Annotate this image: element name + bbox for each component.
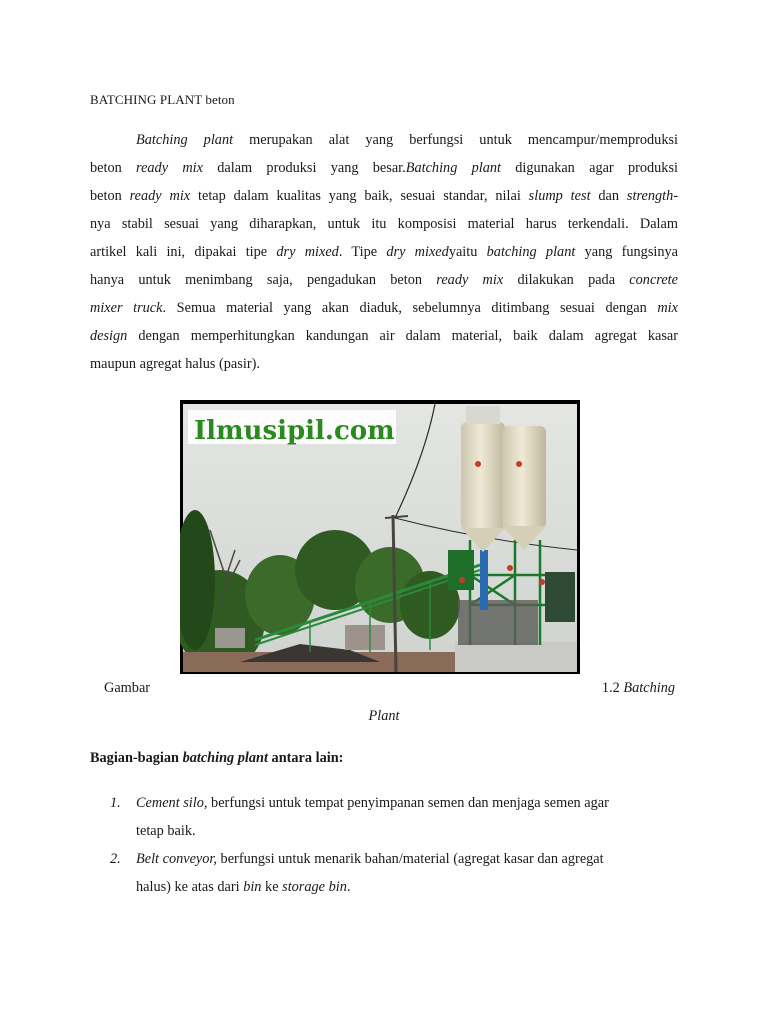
paragraph-line	[90, 238, 678, 266]
paragraph-line	[90, 322, 678, 350]
paragraph-line	[90, 182, 678, 210]
paragraph-line-8-run-0: maupun agregat halus (pasir).	[90, 356, 260, 372]
paragraph-line-5-run-2: dilakukan pada	[503, 272, 630, 288]
list-item-term: Belt conveyor,	[136, 851, 217, 867]
paragraph-line-4-run-2: . Tipe	[338, 244, 387, 260]
paragraph-line-5-run-0: hanya untuk menimbang saja, pengadukan beton	[90, 272, 437, 288]
paragraph-line-6-run-2: mix	[657, 300, 678, 316]
caption-figure-number: 1.2	[601, 680, 624, 696]
list-item-1-line2-run-0: halus) ke atas dari	[136, 879, 244, 895]
caption-label: Gambar	[104, 680, 151, 696]
paragraph-line-4-run-6: yang fungsinya	[575, 244, 678, 260]
paragraph-line-5-run-1: ready mix	[436, 272, 504, 288]
paragraph-line-4-run-0: artikel kali ini, dipakai tipe	[90, 244, 277, 260]
section-title-italic: batching plant	[182, 750, 268, 766]
paragraph-line-2-run-1: ready mix	[129, 188, 191, 204]
paragraph-line-7-run-0: design	[90, 328, 128, 344]
paragraph-line-4-run-3: dry mixed	[386, 244, 449, 260]
paragraph-line-1-run-4: digunakan agar produksi	[501, 160, 678, 176]
paragraph-line-4-run-1: dry mixed	[276, 244, 339, 260]
article-heading: BATCHING PLANT beton	[90, 92, 235, 107]
section-title-pre: Bagian-bagian	[90, 750, 183, 766]
list-item-number: 1.	[110, 795, 121, 811]
paragraph-line-2-run-4: dan	[590, 188, 627, 204]
paragraph-line	[90, 154, 678, 182]
paragraph-line-1-run-1: ready mix	[136, 160, 203, 176]
paragraph-line-0-run-0: Batching plant	[136, 132, 234, 148]
paragraph-line-2-run-3: slump test	[528, 188, 591, 204]
list-item-description: berfungsi untuk tempat penyimpanan semen dan menjaga semen agar	[207, 795, 609, 811]
paragraph-line-1-run-2: dalam produksi yang besar.	[202, 160, 406, 176]
list-item-1-line2-run-4: .	[346, 879, 351, 895]
paragraph-line-2-run-0: beton	[90, 188, 130, 204]
list-item-1-line2-run-3: storage bin	[282, 879, 347, 895]
caption-number	[602, 680, 675, 697]
paragraph-line-4-run-4: yaitu	[448, 244, 487, 260]
paragraph-line-5-run-3: concrete	[629, 272, 678, 288]
paragraph-line	[90, 126, 678, 154]
paragraph-line-1-run-3: Batching plant	[405, 160, 502, 176]
caption-title-part2: Plant	[368, 708, 400, 724]
paragraph-line-2-run-5: strength-	[626, 188, 678, 204]
list-item-1-line2-run-2: ke	[261, 879, 283, 895]
paragraph-line	[90, 210, 678, 238]
watermark-text: Ilmusipil.com	[194, 416, 395, 446]
list-item-line2	[136, 873, 670, 901]
paragraph-line	[90, 294, 678, 322]
list-item-1-line2-run-1: bin	[243, 879, 262, 895]
paragraph-line-4-run-5: batching plant	[486, 244, 576, 260]
section-title-post: antara lain:	[267, 750, 344, 766]
parts-list	[110, 789, 670, 901]
paragraph-line-3-run-0: nya stabil sesuai yang diharapkan, untuk itu komposisi material harus terkendali. Dalam	[90, 216, 678, 232]
list-item-line2	[136, 817, 670, 845]
list-item	[110, 845, 670, 901]
body-paragraph	[90, 126, 678, 378]
paragraph-line	[90, 350, 678, 378]
paragraph-line-6-run-1: . Semua material yang akan diaduk, sebelumnya ditimbang sesuai dengan	[162, 300, 658, 316]
batching-plant-photo	[180, 400, 580, 674]
section-title	[90, 750, 343, 767]
paragraph-line-0-run-1: merupakan alat yang berfungsi untuk mencampur/memproduksi	[233, 132, 679, 148]
paragraph-line-6-run-0: mixer truck	[90, 300, 163, 316]
list-item-number: 2.	[110, 851, 121, 867]
list-item-line1	[136, 845, 670, 873]
paragraph-line-7-run-1: dengan memperhitungkan kandungan air dalam material, baik dalam agregat kasar	[127, 328, 678, 344]
list-item-line1	[136, 789, 670, 817]
caption-continuation	[0, 708, 768, 725]
list-item-0-line2-run-0: tetap baik.	[136, 823, 196, 839]
caption-title-part1: Batching	[623, 680, 675, 696]
paragraph-line-1-run-0: beton	[90, 160, 137, 176]
list-item-description: berfungsi untuk menarik bahan/material (agregat kasar dan agregat	[216, 851, 604, 867]
list-item	[110, 789, 670, 845]
paragraph-line-2-run-2: tetap dalam kualitas yang baik, sesuai standar, nilai	[190, 188, 529, 204]
paragraph-line	[90, 266, 678, 294]
list-item-term: Cement silo,	[136, 795, 208, 811]
